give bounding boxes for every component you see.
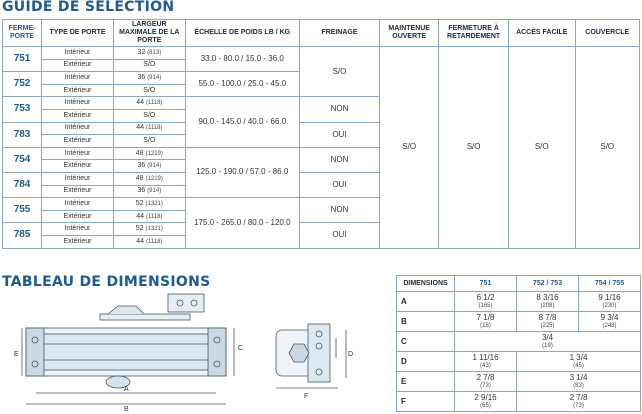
width-cell: 52 (1321)	[113, 198, 185, 211]
freinage-cell: OUI	[299, 172, 379, 197]
dim-key: A	[397, 292, 455, 312]
dim-value: 1 11/16 (43)	[455, 352, 517, 372]
drawing-label-e: E	[14, 351, 19, 358]
dim-value: 9 1/16 (230)	[579, 292, 641, 312]
width-cell: 44 (1118)	[113, 210, 185, 223]
dim-key: D	[397, 352, 455, 372]
dim-value: 9 3/4 (248)	[579, 312, 641, 332]
width-cell: 44 (1118)	[113, 235, 185, 248]
width-cell: S/O	[113, 59, 185, 72]
freinage-cell: NON	[299, 198, 379, 223]
width-cell: 44 (1118)	[113, 97, 185, 110]
type-cell: Intérieur	[42, 147, 114, 160]
type-cell: Intérieur	[42, 223, 114, 236]
weight-range: 55.0 - 100.0 / 25.0 - 45.0	[185, 72, 299, 97]
dim-value: 2 9/16 (65)	[455, 392, 517, 412]
header-largeur: LARGEUR MAXIMALE DE LA PORTE	[113, 20, 185, 47]
model-754: 754	[3, 147, 42, 172]
dim-value: 8 3/16 (208)	[517, 292, 579, 312]
width-cell: 36 (914)	[113, 185, 185, 198]
header-fermeture: FERMETURE À RETARDEMENT	[439, 20, 509, 47]
freinage-cell: OUI	[299, 122, 379, 147]
weight-range: 33.0 - 80.0 / 15.0 - 36.0	[185, 47, 299, 72]
freinage-cell: NON	[299, 97, 379, 122]
header-maintenue: MAINTENUE OUVERTE	[380, 20, 439, 47]
dim-value: 3 1/4 (83)	[517, 372, 641, 392]
type-cell: Extérieur	[42, 84, 114, 97]
model-752: 752	[3, 72, 42, 97]
model-783: 783	[3, 122, 42, 147]
freinage-cell: S/O	[299, 47, 379, 97]
type-cell: Extérieur	[42, 235, 114, 248]
dim-value: 1 3/4 (45)	[517, 352, 641, 372]
type-cell: Intérieur	[42, 198, 114, 211]
header-ferme-porte: FERME-PORTE	[3, 20, 42, 47]
weight-range: 175.0 - 265.0 / 80.0 - 120.0	[185, 198, 299, 248]
door-closer-drawing	[8, 290, 388, 414]
header-type-porte: TYPE DE PORTE	[42, 20, 114, 47]
dim-value: 8 7/8 (225)	[517, 312, 579, 332]
dim-value: 3/4 (19)	[455, 332, 641, 352]
type-cell: Extérieur	[42, 160, 114, 173]
header-freinage: FREINAGE	[299, 20, 379, 47]
width-cell: S/O	[113, 135, 185, 148]
dim-header-754: 754 / 755	[579, 276, 641, 292]
weight-range: 125.0 - 190.0 / 57.0 - 86.0	[185, 147, 299, 197]
fermeture-cell: S/O	[439, 47, 509, 249]
width-cell: 32 (813)	[113, 47, 185, 60]
dim-key: E	[397, 372, 455, 392]
type-cell: Intérieur	[42, 172, 114, 185]
model-755: 755	[3, 198, 42, 223]
type-cell: Intérieur	[42, 122, 114, 135]
type-cell: Extérieur	[42, 210, 114, 223]
width-cell: 48 (1219)	[113, 147, 185, 160]
width-cell: 48 (1219)	[113, 172, 185, 185]
type-cell: Extérieur	[42, 59, 114, 72]
model-753: 753	[3, 97, 42, 122]
type-cell: Intérieur	[42, 97, 114, 110]
dim-key: F	[397, 392, 455, 412]
drawing-label-c: C	[238, 345, 244, 352]
header-couvercle: COUVERCLE	[575, 20, 639, 47]
dim-value: 2 7/8 (73)	[517, 392, 641, 412]
dim-header-label: DIMENSIONS	[397, 276, 455, 292]
drawing-label-d: D	[348, 351, 354, 358]
dim-value: 6 1/2 (165)	[455, 292, 517, 312]
dim-value: 7 1/8 (18)	[455, 312, 517, 332]
selection-table	[2, 19, 640, 249]
model-751: 751	[3, 47, 42, 72]
dim-key: B	[397, 312, 455, 332]
type-cell: Extérieur	[42, 185, 114, 198]
header-echelle: ÉCHELLE DE POIDS LB / KG	[185, 20, 299, 47]
header-acces: ACCÈS FACILE	[508, 20, 575, 47]
type-cell: Extérieur	[42, 109, 114, 122]
maintenue-cell: S/O	[380, 47, 439, 249]
dim-header-752: 752 / 753	[517, 276, 579, 292]
width-cell: S/O	[113, 84, 185, 97]
acces-cell: S/O	[508, 47, 575, 249]
guide-title: GUIDE DE SÉLECTION	[2, 0, 175, 15]
width-cell: 44 (1118)	[113, 122, 185, 135]
width-cell: 36 (914)	[113, 72, 185, 85]
type-cell: Intérieur	[42, 47, 114, 60]
width-cell: S/O	[113, 109, 185, 122]
drawing-label-b: B	[124, 406, 129, 413]
model-785: 785	[3, 223, 42, 248]
dim-value: 2 7/8 (73)	[455, 372, 517, 392]
width-cell: 36 (914)	[113, 160, 185, 173]
couvercle-cell: S/O	[575, 47, 639, 249]
drawing-label-f: F	[304, 393, 309, 400]
freinage-cell: NON	[299, 147, 379, 172]
dim-key: C	[397, 332, 455, 352]
freinage-cell: OUI	[299, 223, 379, 248]
dimensions-table	[396, 275, 641, 412]
dimensions-title: TABLEAU DE DIMENSIONS	[2, 274, 211, 290]
type-cell: Intérieur	[42, 72, 114, 85]
width-cell: 52 (1321)	[113, 223, 185, 236]
model-784: 784	[3, 172, 42, 197]
dim-header-751: 751	[455, 276, 517, 292]
weight-range: 90.0 - 145.0 / 40.0 - 66.0	[185, 97, 299, 147]
drawing-label-a: A	[124, 386, 129, 393]
type-cell: Extérieur	[42, 135, 114, 148]
